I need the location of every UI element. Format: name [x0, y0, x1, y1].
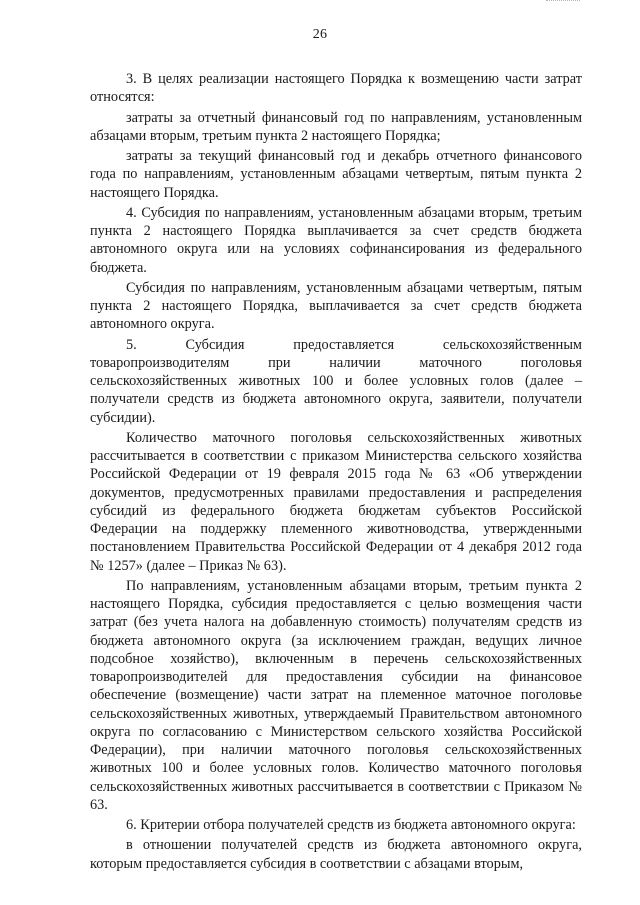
scan-edge-mark	[546, 0, 580, 4]
paragraph-5-livestock-count: Количество маточного поголовья сельскохозяйственных животных рассчитывается в соответствии с приказом Министерства сельского хозяйства Российской Федерации от 19 февраля 2015 года № 63 «Об утверждении документов, предусмотренных правилами предоставления и распределения субсидий из федерального бюджета бюджетам субъектов Российской Федерации на поддержку племенного животноводства, утвержденными постановлением Правительства Российской Федерации от 4 декабря 2012 года № 1257» (далее – Приказ № 63).	[90, 429, 582, 574]
paragraph-5-directions: По направлениям, установленным абзацами вторым, третьим пункта 2 настоящего Порядка, субсидия предоставляется с целью возмещения части затрат (без учета налога на добавленную стоимость) получателям средств из бюджета автономного округа (за исключением граждан, ведущих личное подсобное хозяйство), включенным в перечень сельскохозяйственных товаропроизводителей для предоставления субсидии на финансовое обеспечение (возмещение) части затрат на племенное маточное поголовье сельскохозяйственных животных, утверждаемый Правительством автономного округа по согласованию с Министерством сельского хозяйства Российской Федерации), при наличии маточного поголовья сельскохозяйственных животных 100 и более условных голов. Количество маточного поголовья сельскохозяйственных животных рассчитывается в соответствии с Приказом № 63.	[90, 577, 582, 813]
paragraph-3-item-1: затраты за отчетный финансовый год по направлениям, установленным абзацами вторым, третьим пункта 2 настоящего Порядка;	[90, 109, 582, 144]
page-number: 26	[312, 27, 328, 42]
paragraph-4-continued: Субсидия по направлениям, установленным абзацами четвертым, пятым пункта 2 настоящего Порядка, выплачивается за счет средств бюджета автономного округа.	[90, 279, 582, 333]
paragraph-3-item-2: затраты за текущий финансовый год и декабрь отчетного финансового года по направлениям, установленным абзацами четвертым, пятым пункта 2 настоящего Порядка.	[90, 148, 582, 201]
paragraph-4: 4. Субсидия по направлениям, установленным абзацами вторым, третьим пункта 2 настоящего Порядка выплачивается за счет средств бюджета автономного округа или на условиях софинансирования из федерального бюджета.	[90, 204, 582, 276]
paragraph-6: 6. Критерии отбора получателей средств из бюджета автономного округа:	[126, 817, 576, 833]
paragraph-6-item-1: в отношении получателей средств из бюджета автономного округа, которым предоставляется субсидия в соответствии с абзацами вторым,	[90, 837, 582, 872]
document-body	[90, 70, 582, 875]
paragraph-3: 3. В целях реализации настоящего Порядка к возмещению части затрат относятся:	[90, 71, 582, 106]
paragraph-5: 5. Субсидия предоставляется сельскохозяйственным товаропроизводителям при наличии маточного поголовья сельскохозяйственных животных 100 и более условных голов (далее – получатели средств из бюджета автономного округа, заявители, получатели субсидии).	[90, 336, 582, 426]
